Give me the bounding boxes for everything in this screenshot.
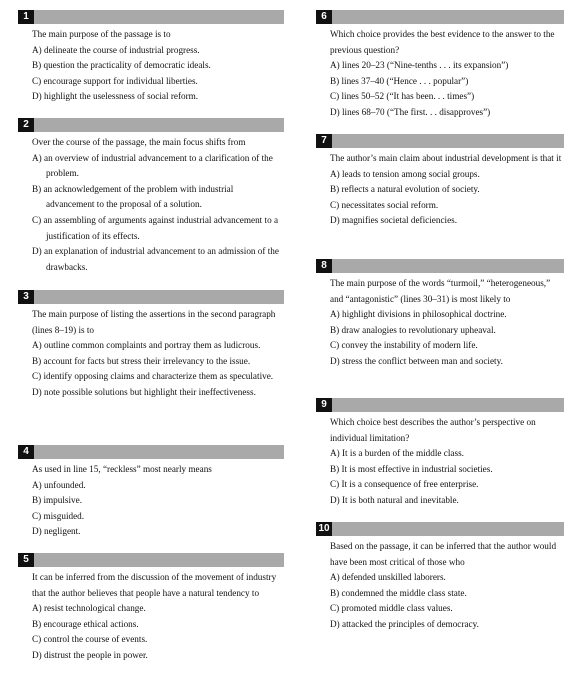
question-stem: The main purpose of the passage is to [32,29,171,39]
question-4 [18,445,284,540]
question-number: 7 [316,134,332,148]
answer-choice-a[interactable]: A) unfounded. [32,479,86,490]
answer-choice-c[interactable]: C) lines 50–52 (“It has been. . . times”) [330,91,475,102]
question-number: 3 [18,290,34,304]
answer-choice-a[interactable]: A) outline common complaints and portray them as ludicrous. [32,340,261,351]
answer-choice-a[interactable]: A) resist technological change. [32,603,146,614]
question-header-bar [316,259,564,273]
question-number: 4 [18,445,34,459]
answer-choice-a[interactable]: A) lines 20–23 (“Nine-tenths . . . its expansion”) [330,60,509,71]
question-stem: Based on the passage, it can be inferred that the author would have been most critical of those who [330,541,557,567]
answer-choice-c[interactable]: C) promoted middle class values. [330,603,453,614]
answer-choice-b[interactable]: B) condemned the middle class state. [330,587,467,598]
question-stem: Which choice provides the best evidence to the answer to the previous question? [330,29,555,55]
answer-choice-d[interactable]: D) magnifies societal deficiencies. [330,215,458,226]
answer-choice-d[interactable]: D) attacked the principles of democracy. [330,618,479,629]
answer-choice-b[interactable]: B) draw analogies to revolutionary upheaval. [330,324,496,335]
question-7 [316,134,564,229]
question-number: 2 [18,118,34,132]
answer-choice-d[interactable]: D) note possible solutions but highlight their ineffectiveness. [32,386,256,397]
question-number: 5 [18,553,34,567]
question-header-bar [18,290,284,304]
answer-choice-b[interactable]: B) It is most effective in industrial societies. [330,463,493,474]
answer-choice-d[interactable]: D) an explanation of industrial advancement to an admission of the drawbacks. [32,246,279,272]
answer-choice-a[interactable]: A) highlight divisions in philosophical doctrine. [330,309,507,320]
answer-choice-c[interactable]: C) It is a consequence of free enterprise. [330,479,479,490]
question-stem: Over the course of the passage, the main focus shifts from [32,137,246,147]
answer-choice-d[interactable]: D) highlight the uselessness of social reform. [32,91,199,102]
answer-choice-d[interactable]: D) negligent. [32,526,81,537]
question-number: 1 [18,10,34,24]
question-5 [18,553,284,664]
question-header-bar [18,445,284,459]
question-header-bar [18,118,284,132]
question-9 [316,398,564,509]
answer-choice-b[interactable]: B) an acknowledgement of the problem with industrial advancement to the proposal of a solution. [32,183,234,210]
answer-choice-a[interactable]: A) leads to tension among social groups. [330,168,480,179]
question-stem: The main purpose of listing the assertions in the second paragraph (lines 8–19) is to [32,309,276,335]
question-stem: It can be inferred from the discussion of the movement of industry that the author believes that people have a natural tendency to [32,572,277,598]
question-stem: Which choice best describes the author’s perspective on individual limitation? [330,417,536,443]
answer-choice-d[interactable]: D) lines 68–70 (“The first. . . disapproves”) [330,106,491,117]
question-header-bar [18,553,284,567]
answer-choice-d[interactable]: D) stress the conflict between man and society. [330,355,503,366]
question-number: 6 [316,10,332,24]
question-header-bar [316,522,564,536]
question-number: 9 [316,398,332,412]
answer-choice-c[interactable]: C) an assembling of arguments against industrial advancement to a justification of its effects. [32,214,279,241]
answer-choice-b[interactable]: B) encourage ethical actions. [32,618,139,629]
question-header-bar [18,10,284,24]
answer-choice-b[interactable]: B) account for facts but stress their irrelevancy to the issue. [32,355,251,366]
answer-choice-d[interactable]: D) distrust the people in power. [32,649,148,660]
question-8 [316,259,564,370]
question-header-bar [316,398,564,412]
answer-choice-b[interactable]: B) question the practicality of democratic ideals. [32,60,211,71]
answer-choice-a[interactable]: A) delineate the course of industrial progress. [32,44,200,55]
answer-choice-a[interactable]: A) an overview of industrial advancement to a clarification of the problem. [32,152,273,179]
question-number: 10 [316,522,332,536]
answer-choice-c[interactable]: C) convey the instability of modern life. [330,340,478,351]
answer-choice-c[interactable]: C) identify opposing claims and characterize them as speculative. [32,371,274,382]
question-header-bar [316,134,564,148]
question-stem: The author’s main claim about industrial development is that it [330,153,562,163]
question-10 [316,522,564,633]
question-1 [18,10,284,105]
answer-choice-a[interactable]: A) It is a burden of the middle class. [330,448,464,459]
question-stem: The main purpose of the words “turmoil,” “heterogeneous,” and “antagonistic” (lines 30–31) is most likely to [330,278,551,304]
question-6 [316,10,564,121]
answer-choice-a[interactable]: A) defended unskilled laborers. [330,572,446,583]
question-3 [18,290,284,401]
question-2 [18,118,284,275]
answer-choice-b[interactable]: B) impulsive. [32,495,83,506]
question-stem: As used in line 15, “reckless” most nearly means [32,464,212,474]
question-number: 8 [316,259,332,273]
answer-choice-b[interactable]: B) reflects a natural evolution of society. [330,184,480,195]
answer-choice-b[interactable]: B) lines 37–40 (“Hence . . . popular”) [330,75,469,86]
answer-choice-c[interactable]: C) encourage support for individual liberties. [32,75,198,86]
answer-choice-d[interactable]: D) It is both natural and inevitable. [330,494,459,505]
answer-choice-c[interactable]: C) misguided. [32,510,85,521]
answer-choice-c[interactable]: C) necessitates social reform. [330,199,439,210]
question-header-bar [316,10,564,24]
answer-choice-c[interactable]: C) control the course of events. [32,634,148,645]
